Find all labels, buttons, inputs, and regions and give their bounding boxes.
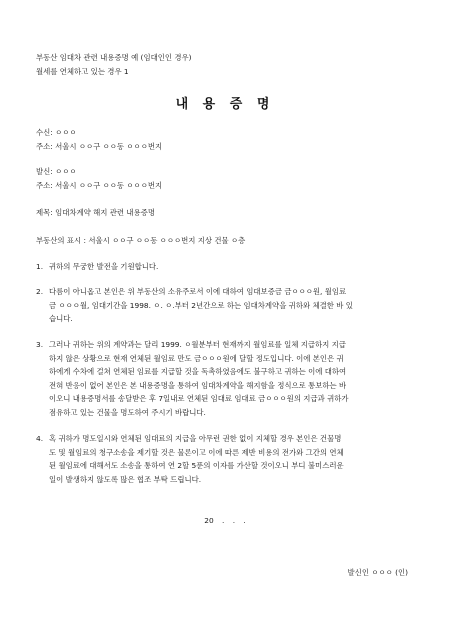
paragraph-1 — [36, 260, 416, 274]
paragraph-2 — [36, 285, 416, 326]
paragraph-line: 도 및 월임료의 청구소송을 제기할 것은 물론이고 이에 따른 제반 비용의 전가와 그간의 연체 — [49, 447, 344, 457]
paragraph-line: 다름이 아니옵고 본인은 위 부동산의 소유주로서 이에 대하여 임대보증금 금ㅇㅇㅇ원, 월임료 — [49, 287, 347, 296]
paragraph-number: 4. — [36, 434, 44, 443]
paragraph-line: 일이 발생하지 않도록 많은 협조 부탁 드립니다. — [49, 474, 202, 484]
document-title: 내 용 증 명 — [175, 97, 275, 112]
paragraph-line: 혹 귀하가 명도일시와 연체된 임대료의 지급을 아무런 권한 없이 지체할 경우 본인은 건물명 — [49, 434, 342, 443]
paragraph-line: 된 월임료에 대해서도 소송을 통하여 연 2할 5푼의 이자를 가산할 것이오니 부디 불미스러운 — [49, 461, 344, 470]
sender-name: 발신: ㅇㅇㅇ — [36, 167, 77, 176]
paragraph-3 — [36, 338, 416, 419]
property-line: 부동산의 표시 : 서울시 ㅇㅇ구 ㅇㅇ동 ㅇㅇㅇ번지 지상 건물 ㅇ층 — [36, 236, 246, 245]
paragraph-line: 습니다. — [49, 314, 73, 323]
paragraph-line: 이오니 내용증명서를 송달받은 후 7일내로 연체된 임대료 임대료 금ㅇㅇㅇ원의 지급과 귀하가 — [49, 394, 349, 403]
paragraph-line: 그러나 귀하는 위의 계약과는 달리 1999. ㅇ월분부터 현재까지 월임료를 일체 지급하지 지급 — [49, 340, 346, 349]
paragraph-line: 하지 않은 상황으로 현재 연체된 월임료 만도 금ㅇㅇㅇ원에 달할 정도입니다. 이에 본인은 귀 — [49, 353, 344, 363]
recipient-name: 수신: ㅇㅇㅇ — [36, 128, 77, 137]
subject-line: 제목: 임대차계약 해지 관련 내용증명 — [36, 208, 155, 217]
header-line-1: 부동산 임대차 관련 내용증명 예 (임대인인 경우) — [36, 53, 192, 62]
paragraph-number: 1. — [36, 262, 44, 271]
sender-address: 주소: 서울시 ㅇㅇ구 ㅇㅇ동 ㅇㅇㅇ번지 — [36, 181, 163, 190]
paragraph-line: 귀하의 무궁한 발전을 기원합니다. — [49, 262, 159, 271]
paragraph-number: 3. — [36, 340, 44, 349]
paragraph-line: 전혀 반응이 없어 본인은 본 내용증명을 통하여 임대차계약을 해지함을 정식으로 통보하는 바 — [49, 380, 347, 390]
paragraph-line: 하에게 수차에 걸쳐 연체된 임료를 지급할 것을 독촉하였음에도 불구하고 귀하는 이에 대하여 — [49, 367, 347, 376]
date-line: 20 . . . — [204, 516, 246, 525]
paragraph-4 — [36, 432, 416, 486]
paragraph-line: 점유하고 있는 건물을 명도하여 주시기 바랍니다. — [49, 407, 206, 417]
signature-line: 발신인 ㅇㅇㅇ (인) — [347, 568, 408, 577]
header-line-2: 월세를 연체하고 있는 경우 1 — [36, 67, 129, 76]
paragraph-number: 2. — [36, 287, 44, 296]
paragraph-line: 금 ㅇㅇㅇ월, 임대기간을 1998. ㅇ. ㅇ.부터 2년간으로 하는 임대차계약을 귀하와 체결한 바 있 — [49, 300, 353, 310]
recipient-address: 주소: 서울시 ㅇㅇ구 ㅇㅇ동 ㅇㅇㅇ번지 — [36, 142, 163, 151]
